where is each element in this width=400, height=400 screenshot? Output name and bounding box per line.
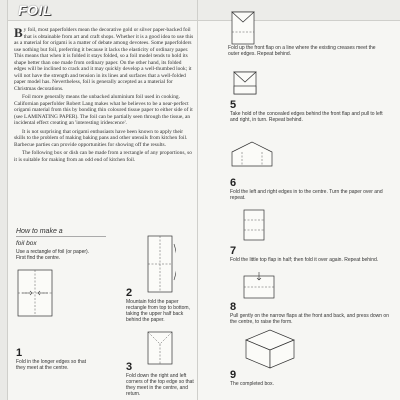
step-9 <box>230 370 390 387</box>
step-8-diagram <box>240 272 280 302</box>
step-1 <box>16 348 96 371</box>
step-7 <box>230 246 390 263</box>
step-3 <box>126 362 196 397</box>
intro-paragraph: Foil more generally means the unbacked aluminium foil used in cooking. Californian paperfolder Robert Lang makes what he believes to be a near-perfect origami material from this by bonding thin coloured tissue paper to either side of it (see LAMINATING PAPER). The foil can be partially seen through the tissue, an incidental effect creating an 'interesting iridescence'. <box>14 94 193 126</box>
step-description: Fold up the front flap on a line where the existing creases meet the outer edges. Repeat behind. <box>228 45 376 57</box>
intro-paragraph: By foil, most paperfolders mean the decorative gold or silver paper-backed foil that is obtainable from art and craft shops. Whether it is a good idea to use this as a material for origami is a matter of debate among devotees. Some paperfolders use nothing but foil, preferring it because it lacks the elasticity of ordinary paper. This means that when it is folded it stays folded, so a foil model tends to hold its shape better than one made from ordinary paper. On the other hand, its folded edges will be inclined to crack and it may quickly develop a well-thumbed look; it will not have the strength and tension in its lines and surfaces that a well-folded paper model has. Nevertheless, foil is generally accepted as a material for Christmas decorations. <box>14 25 194 92</box>
step-6-diagram <box>230 136 274 176</box>
drop-cap: B <box>14 25 23 40</box>
book-page <box>7 0 400 400</box>
step-description: Fold down the right and left corners of the top edge so that they meet in the centre, and return. <box>126 373 194 397</box>
step-number: 6 <box>230 177 237 189</box>
step-number: 2 <box>126 287 133 299</box>
step-4-diagram <box>228 10 268 46</box>
step-number: 3 <box>126 361 133 373</box>
rectangle-diagram <box>16 268 56 320</box>
step-2 <box>126 288 196 323</box>
step-number: 7 <box>230 245 237 257</box>
pull-edges-diagram <box>230 70 270 102</box>
step-number: 5 <box>230 99 237 111</box>
howto-subtitle: foil box <box>16 240 37 247</box>
step-7-diagram <box>234 208 274 244</box>
step-8 <box>230 302 390 325</box>
folded-rectangle-diagram <box>146 234 176 296</box>
step-9-diagram <box>244 328 296 372</box>
intro-paragraph: The following box or dish can be made from a rectangle of any proportions, so it is suitable for making from an odd end of kitchen foil. <box>14 150 192 163</box>
step-description: The completed box. <box>230 381 274 387</box>
step-description: Fold the little top flap in half; then fold it over again. Repeat behind. <box>230 257 379 263</box>
step-2-diagram <box>146 234 176 296</box>
step-5 <box>230 100 390 123</box>
completed-box-diagram <box>244 328 296 372</box>
step-number: 1 <box>16 347 23 359</box>
howto-section <box>16 228 106 261</box>
raise-form-diagram <box>240 272 280 302</box>
intro-text <box>14 27 194 165</box>
step-description: Mountain fold the paper rectangle from top to bottom, taking the upper half back behind the paper. <box>126 299 190 323</box>
step-number: 9 <box>230 369 237 381</box>
step-description: Fold in the longer edges so that they meet at the centre. <box>16 359 87 371</box>
step-6 <box>230 178 390 201</box>
top-flap-diagram <box>234 208 274 244</box>
intro-paragraph: It is not surprising that origami enthusiasts have been known to apply their skills to the problem of making baking pans and other utensils from kitchen foil. Barbecue parties can provide opportunities for showing off the results. <box>14 128 188 148</box>
step-intro-diagram <box>16 268 56 320</box>
fold-edges-diagram <box>230 136 274 176</box>
corner-fold-diagram <box>146 330 176 366</box>
step-3-diagram <box>146 330 176 366</box>
step-5-diagram <box>230 70 270 102</box>
step-4 <box>228 45 388 57</box>
howto-title: How to make a <box>16 228 106 237</box>
step-description: Fold the left and right edges in to the centre. Turn the paper over and repeat. <box>230 189 383 201</box>
step-number: 8 <box>230 301 237 313</box>
column-divider <box>197 0 198 400</box>
page-title: FOIL <box>18 2 52 18</box>
front-flap-diagram <box>228 10 268 46</box>
header-bar <box>8 0 400 21</box>
step-description: Take hold of the concealed edges behind the front flap and pull to left and right, in turn. Repeat behind. <box>230 111 383 123</box>
step-description: Pull gently on the narrow flaps at the front and back, and press down on the centre, to raise the form. <box>230 313 389 325</box>
howto-description: Use a rectangle of foil (or paper). First find the centre. <box>16 249 90 261</box>
